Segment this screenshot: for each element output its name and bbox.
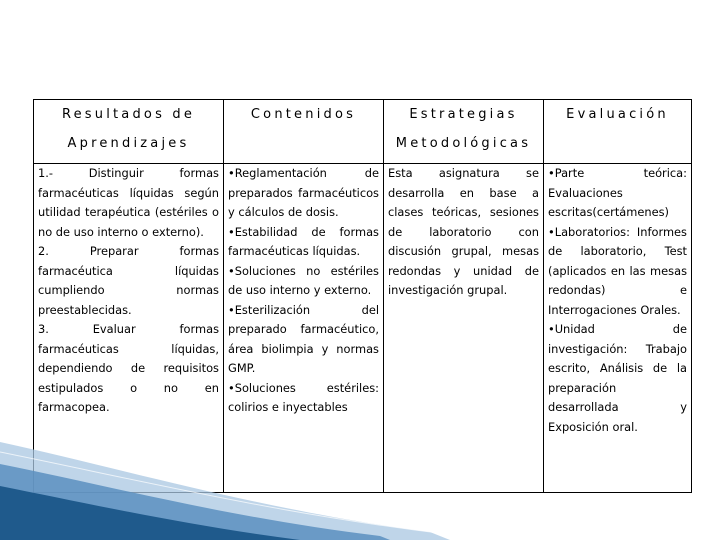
estrategia-item: Esta asignatura se desarrolla en base a clases teóricas, sesiones de laboratorio con discusión grupal, mesas redondas y unidad de investigación grupal. [388,166,539,297]
evaluacion-item: •Unidad de investigación: Trabajo escrito, Análisis de la preparación desarrollada y Exposición oral. [548,322,687,434]
table-header-row [34,100,692,164]
resultado-item: 2. Preparar formas farmacéutica líquidas cumpliendo normas preestablecidas. [38,244,219,317]
header-evaluacion [544,100,692,164]
cell-resultados [34,164,224,493]
header-resultados-line1: Resultados de [61,107,196,122]
header-resultados-line2: Aprendizajes [67,136,190,151]
table-body-row [34,164,692,493]
footer-wave-dark [0,486,300,540]
header-estrategias-line1: Estrategias [409,107,518,122]
header-contenidos-line1: Contenidos [250,107,357,122]
contenido-item: •Soluciones estériles: colirios e inyectables [228,380,379,414]
header-evaluacion-line1: Evaluación [566,107,669,122]
resultado-item: 1.- Distinguir formas farmacéuticas líquidas según utilidad terapéutica (estériles o no de uso interno o externo). [38,166,219,239]
evaluacion-item: •Laboratorios: Informes de laboratorio, Test (aplicados en las mesas redondas) e Interrogaciones Orales. [548,224,687,317]
cell-evaluacion [544,164,692,493]
cell-contenidos [224,164,384,493]
contenido-item: •Esterilización del preparado farmacéutico, área biolimpia y normas GMP. [228,302,379,375]
resultado-item: 3. Evaluar formas farmacéuticas líquidas, dependiendo de requisitos estipulados o no en farmacopea. [38,322,219,414]
cell-estrategias [384,164,544,493]
header-contenidos [224,100,384,164]
header-estrategias-line2: Metodológicas [395,136,532,151]
contenido-item: •Estabilidad de formas farmacéuticas líquidas. [228,224,379,258]
header-estrategias [384,100,544,164]
contenido-item: •Reglamentación de preparados farmacéuticos y cálculos de dosis. [228,166,379,219]
contenido-item: •Soluciones no estériles de uso interno y externo. [228,263,379,297]
header-resultados [34,100,224,164]
curriculum-table [33,99,692,493]
evaluacion-item: •Parte teórica: Evaluaciones escritas(certámenes) [548,166,687,219]
